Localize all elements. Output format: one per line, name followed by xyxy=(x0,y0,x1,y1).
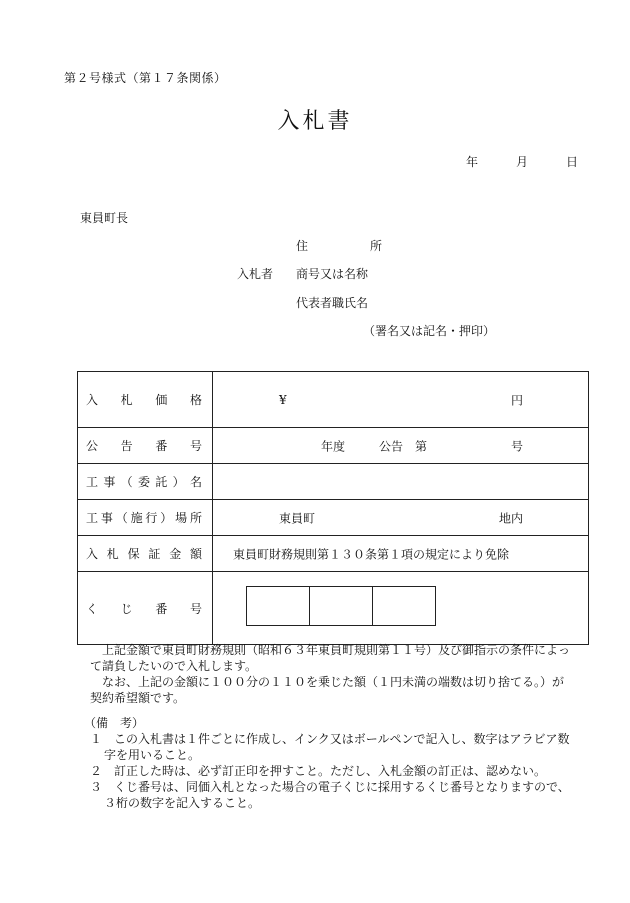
lottery-digit-box[interactable] xyxy=(246,586,310,626)
date-month: 月 xyxy=(515,155,528,169)
form-number: 第２号様式（第１７条関係） xyxy=(64,71,227,85)
note-item: ２ 訂正した時は、必ず訂正印を押すこと。ただし、入札金額の訂正は、認めない。 xyxy=(90,764,547,778)
guarantee-value: 東員町財務規則第１３０条第１項の規定により免除 xyxy=(233,547,510,561)
place-town: 東員町 xyxy=(279,511,316,525)
guarantee-label: 入 札 保 証 金 額 xyxy=(86,547,202,561)
lottery-value-cell xyxy=(213,572,589,645)
bidder-company-label: 商号又は名称 xyxy=(296,267,369,281)
notice-suffix: 号 xyxy=(511,439,524,453)
address-char-1: 住 xyxy=(296,239,309,253)
lottery-digit-box[interactable] xyxy=(309,586,373,626)
notice-prefix: 公告 第 xyxy=(379,439,428,453)
table-row-notice xyxy=(78,428,589,464)
bidder-address-label xyxy=(296,237,382,254)
notice-label: 公 告 番 号 xyxy=(86,439,202,453)
date-day: 日 xyxy=(565,155,578,169)
place-suffix: 地内 xyxy=(499,511,524,525)
addressee: 東員町長 xyxy=(80,211,129,225)
price-value-cell[interactable] xyxy=(213,372,589,428)
bidder-representative-label: 代表者職氏名 xyxy=(296,296,369,310)
note-item: ３ くじ番号は、同価入札となった場合の電子くじに採用するくじ番号となりますので、３桁の数字を記入すること。 xyxy=(90,780,570,810)
bidder-label: 入札者 xyxy=(237,267,274,281)
notes-heading: （備 考） xyxy=(84,716,145,730)
statement-paragraph-2: なお、上記の金額に１００分の１１０を乗じた額（１円未満の端数は切り捨てる。）が契約希望額です。 xyxy=(90,675,565,705)
notice-value-cell[interactable] xyxy=(213,428,589,464)
table-row-price xyxy=(78,372,589,428)
notice-year: 年度 xyxy=(321,439,346,453)
lottery-digit-box[interactable] xyxy=(372,586,436,626)
work-place-value-cell[interactable] xyxy=(213,500,589,536)
notes xyxy=(84,715,574,811)
statement-paragraph-1: 上記金額で東員町財務規則（昭和６３年東員町規則第１１号）及び御指示の条件によって請負したいので入札します。 xyxy=(90,643,571,673)
date-line xyxy=(466,153,578,170)
page-title: 入札書 xyxy=(277,109,353,134)
yen-mark: ¥ xyxy=(279,392,287,407)
table-row-lottery xyxy=(78,572,589,645)
date-year: 年 xyxy=(465,155,478,169)
bid-table xyxy=(77,371,589,645)
work-place-label: 工事（施行）場所 xyxy=(86,511,202,525)
guarantee-value-cell xyxy=(213,536,589,572)
address-char-2: 所 xyxy=(370,239,383,253)
statement xyxy=(90,642,570,706)
work-name-label: 工事（委託）名 xyxy=(86,475,202,489)
signature-note: （署名又は記名・押印） xyxy=(363,324,496,338)
table-row-work-place xyxy=(78,500,589,536)
lottery-label: く じ 番 号 xyxy=(86,601,202,616)
note-item: １ この入札書は１件ごとに作成し、インク又はボールペンで記入し、数字はアラビア数字を用いること。 xyxy=(90,732,570,762)
work-name-value-cell[interactable] xyxy=(213,464,589,500)
price-label: 入 札 価 格 xyxy=(86,393,202,407)
table-row-work-name xyxy=(78,464,589,500)
table-row-guarantee xyxy=(78,536,589,572)
yen-unit: 円 xyxy=(511,393,524,407)
lottery-digit-boxes xyxy=(246,586,435,626)
